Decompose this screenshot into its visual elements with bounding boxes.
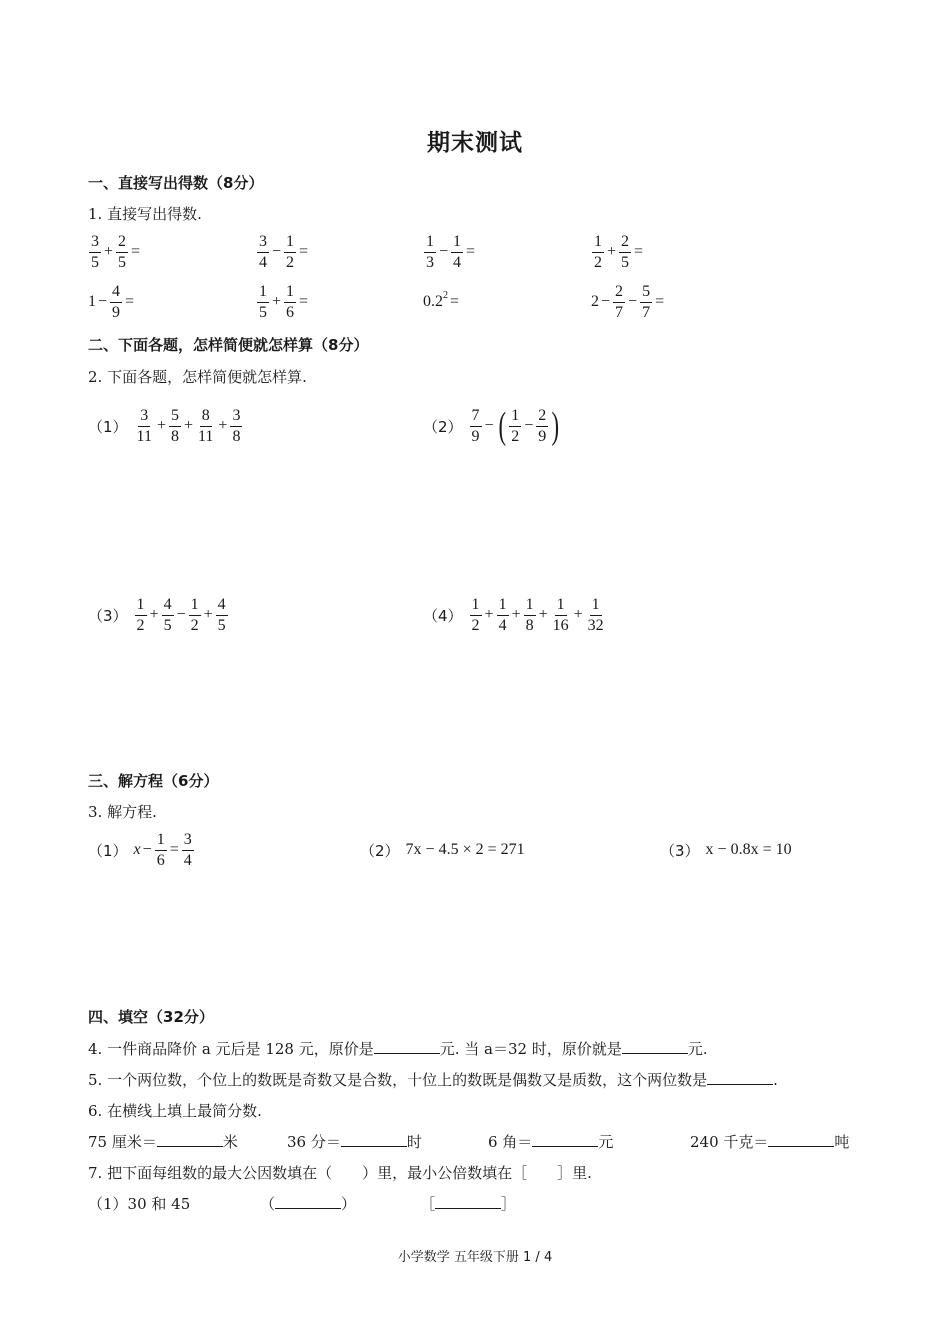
calc-1: $\frac{3}{5}$ + $\frac{2}{5}$ = xyxy=(91,232,141,271)
q6-item-1: 75 厘米＝ 米 xyxy=(88,1133,238,1151)
section-3-heading: 三、解方程（6分） xyxy=(88,772,219,790)
question-5: 5. 一个两位数，个位上的数既是奇数又是合数，十位上的数既是偶数又是质数，这个两位数是 . xyxy=(88,1071,778,1089)
q6-item-2: 36 分＝ 时 xyxy=(287,1133,422,1151)
calc-7: 0.2 $^2$ = xyxy=(423,289,460,310)
page-footer: 小学数学 五年级下册 1 / 4 xyxy=(397,1250,553,1265)
q6-item-3: 6 角＝ 元 xyxy=(488,1133,614,1151)
page-title: 期末测试 xyxy=(427,130,523,156)
question-4: 4. 一件商品降价 a 元后是 128 元，原价是 元. 当 a＝32 时，原价就是 元. xyxy=(88,1040,708,1058)
simplify-1: （1） $\frac{3}{11}$ + $\frac{5}{8}$ + $\frac{8}{11}$ + $\frac{3}{8}$ xyxy=(88,406,241,445)
question-3-text: 3. 解方程. xyxy=(88,803,157,821)
answer-blank[interactable] xyxy=(622,1039,688,1054)
question-6-text: 6. 在横线上填上最简分数. xyxy=(88,1102,262,1120)
answer-blank[interactable] xyxy=(157,1132,223,1147)
equation-1: （1） x − $\frac{1}{6}$ = $\frac{3}{4}$ xyxy=(88,830,192,869)
answer-blank[interactable] xyxy=(341,1132,407,1147)
section-2-heading: 二、下面各题，怎样简便就怎样算（8分） xyxy=(88,336,369,354)
answer-blank[interactable] xyxy=(707,1070,773,1085)
calc-2: $\frac{3}{4}$ − $\frac{1}{2}$ = xyxy=(259,232,309,271)
section-4-heading: 四、填空（32分） xyxy=(88,1008,214,1026)
answer-blank[interactable] xyxy=(275,1194,341,1209)
q7-lcm-answer: ［ ］ xyxy=(420,1195,517,1213)
question-2-text: 2. 下面各题，怎样简便就怎样算. xyxy=(88,368,307,386)
simplify-4: （4） $\frac{1}{2}$ + $\frac{1}{4}$ + $\frac{1}{8}$ + $\frac{1}{16}$ + $\frac{1}{32}$ xyxy=(423,595,604,634)
calc-4: $\frac{1}{2}$ + $\frac{2}{5}$ = xyxy=(594,232,644,271)
equation-3: （3） x − 0.8x = 10 xyxy=(660,841,792,860)
answer-blank[interactable] xyxy=(768,1132,834,1147)
equation-2: （2） 7x − 4.5 × 2 = 271 xyxy=(360,841,525,860)
question-7-text: 7. 把下面每组数的最大公因数填在（ ）里，最小公倍数填在［ ］里. xyxy=(88,1164,592,1182)
q7-gcd-answer: （ ） xyxy=(260,1195,357,1213)
simplify-2: （2） $\frac{7}{9}$ − ( $\frac{1}{2}$ − $\frac{2}{9}$ ) xyxy=(423,405,560,447)
answer-blank[interactable] xyxy=(374,1039,440,1054)
q6-item-4: 240 千克＝ 吨 xyxy=(690,1133,850,1151)
calc-3: $\frac{1}{3}$ − $\frac{1}{4}$ = xyxy=(426,232,476,271)
section-1-heading: 一、直接写出得数（8分） xyxy=(88,174,264,192)
answer-blank[interactable] xyxy=(532,1132,598,1147)
simplify-3: （3） $\frac{1}{2}$ + $\frac{4}{5}$ − $\frac{1}{2}$ + $\frac{4}{5}$ xyxy=(88,595,226,634)
q7-item-1: （1）30 和 45 xyxy=(88,1195,191,1213)
answer-blank[interactable] xyxy=(435,1194,501,1209)
calc-8: 2 − $\frac{2}{7}$ − $\frac{5}{7}$ = xyxy=(591,282,665,321)
calc-5: 1 − $\frac{4}{9}$ = xyxy=(88,282,135,321)
calc-6: $\frac{1}{5}$ + $\frac{1}{6}$ = xyxy=(259,282,309,321)
question-1-text: 1. 直接写出得数. xyxy=(88,205,202,223)
